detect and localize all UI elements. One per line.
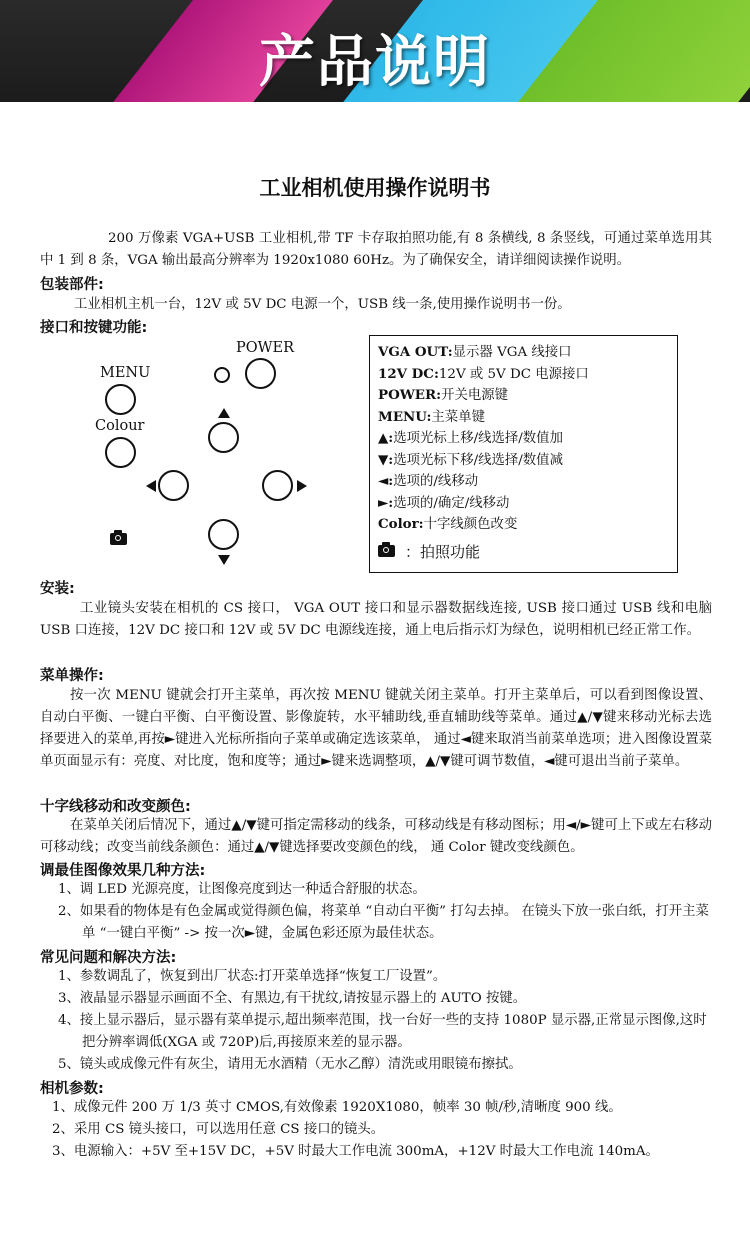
list-item: 1、成像元件 200 万 1/3 英寸 CMOS,有效像素 1920X1080，帧率 30 帧/秒,清晰度 900 线。 (52, 1100, 622, 1115)
up-arrow-icon (218, 408, 230, 418)
down-arrow-icon (218, 555, 230, 565)
list-item: 2、采用 CS 镜头接口，可以选用任意 CS 接口的镜头。 (52, 1122, 385, 1137)
interface-heading: 接口和按键功能: (40, 320, 148, 336)
intro-paragraph: 200 万像素 VGA+USB 工业相机,带 TF 卡存取拍照功能,有 8 条横线, 8 条竖线，可通过菜单选用其中 1 到 8 条，VGA 输出最高分辨率为 1920x1080 60Hz。为了确保安全，请详细阅读操作说明。 (40, 231, 712, 268)
key-row: 12V DC:12V 或 5V DC 电源接口 (378, 365, 589, 382)
button-diagram (90, 335, 330, 575)
install-text: 工业镜头安装在相机的 CS 接口， VGA OUT 接口和显示器数据线连接, USB 接口通过 USB 线和电脑 USB 口连接，12V DC 接口和 12V 或 5V DC 电源线连接，通上电后指示灯为绿色，说明相机已经正常工作。 (40, 601, 712, 638)
best-image-heading: 调最佳图像效果几种方法: (40, 863, 206, 879)
package-heading: 包装部件: (40, 277, 104, 293)
key-row: ▲:选项光标上移/线选择/数值加 (378, 430, 563, 446)
power-label: POWER (236, 340, 295, 356)
colour-label: Colour (95, 418, 145, 434)
install-heading: 安装: (40, 581, 75, 597)
banner-title: 产品说明 (259, 30, 491, 95)
params-heading: 相机参数: (40, 1081, 104, 1097)
list-item: 1、参数调乱了，恢复到出厂状态:打开菜单选择“恢复工厂设置”。 (58, 969, 447, 984)
photo-key-row: ：拍照功能 (378, 542, 669, 564)
left-button[interactable] (158, 470, 189, 501)
crosshair-heading: 十字线移动和改变颜色: (40, 799, 191, 815)
list-item: 4、接上显示器后，显示器有菜单提示,超出频率范围，找一台好一些的支持 1080P 显示器,正常显示图像,这时把分辨率调低(XGA 或 720P)后,再接原来差的显示器。 (58, 1013, 707, 1050)
down-button[interactable] (208, 519, 239, 550)
document-title: 工业相机使用操作说明书 (259, 176, 491, 200)
list-item: 2、如果看的物体是有色金属或觉得颜色偏，将菜单 “自动白平衡” 打勾去掉。 在镜头下放一张白纸，打开主菜单 “一键白平衡” -> 按一次►键，金属色彩还原为最佳状态。 (58, 904, 709, 941)
right-button[interactable] (262, 470, 293, 501)
menu-label: MENU (100, 365, 151, 381)
power-indicator-led (214, 367, 230, 383)
up-button[interactable] (208, 422, 239, 453)
crosshair-text: 在菜单关闭后情况下，通过▲/▼键可指定需移动的线条，可移动线是有移动图标；用◄/►键可上下或左右移动可移动线；改变当前线条颜色：通过▲/▼键选择要改变颜色的线， 通 Color 键改变线颜色。 (40, 818, 712, 855)
right-arrow-icon (297, 480, 307, 492)
key-row: POWER:开关电源键 (378, 387, 509, 403)
key-row: ◄:选项的/线移动 (378, 473, 479, 489)
menu-button[interactable] (105, 384, 136, 415)
header-banner (0, 0, 750, 102)
key-function-box (369, 335, 678, 573)
colour-button[interactable] (105, 437, 136, 468)
list-item: 3、液晶显示器显示画面不全、有黑边,有干扰纹,请按显示器上的 AUTO 按键。 (58, 991, 527, 1006)
menu-text: 按一次 MENU 键就会打开主菜单，再次按 MENU 键就关闭主菜单。打开主菜单后，可以看到图像设置、自动白平衡、一键白平衡、白平衡设置、影像旋转，水平辅助线,垂直辅助线等菜单。通过▲/▼键来移动光标去选择要进入的菜单,再按►键进入光标所指向子菜单或确定选该菜单， 通过◄键来取消当前菜单选项；进入图像设置菜单页面显示有：亮度、对比度，饱和度等；通过►键来选调整项，▲/▼键可调节数值，◄键可退出当前子菜单。 (40, 688, 712, 769)
package-text: 工业相机主机一台，12V 或 5V DC 电源一个，USB 线一条,使用操作说明书一份。 (74, 297, 571, 312)
key-row: ▼:选项光标下移/线选择/数值减 (378, 451, 563, 468)
faq-heading: 常见问题和解决方法: (40, 950, 177, 966)
power-button[interactable] (245, 358, 276, 389)
key-row: ►:选项的/确定/线移动 (378, 494, 510, 511)
list-item: 1、调 LED 光源亮度，让图像亮度到达一种适合舒服的状态。 (58, 882, 426, 897)
camera-icon[interactable] (110, 533, 127, 545)
list-item: 3、电源输入：+5V 至+15V DC，+5V 时最大工作电流 300mA，+12V 时最大工作电流 140mA。 (52, 1144, 659, 1159)
key-row: MENU:主菜单键 (378, 408, 485, 425)
left-arrow-icon (146, 480, 156, 492)
key-row: Color:十字线颜色改变 (378, 516, 518, 532)
key-row: VGA OUT:显示器 VGA 线接口 (378, 344, 572, 360)
menu-heading: 菜单操作: (40, 668, 104, 684)
camera-icon (378, 545, 395, 557)
list-item: 5、镜头或成像元件有灰尘，请用无水酒精（无水乙醇）清洗或用眼镜布擦拭。 (58, 1057, 522, 1072)
